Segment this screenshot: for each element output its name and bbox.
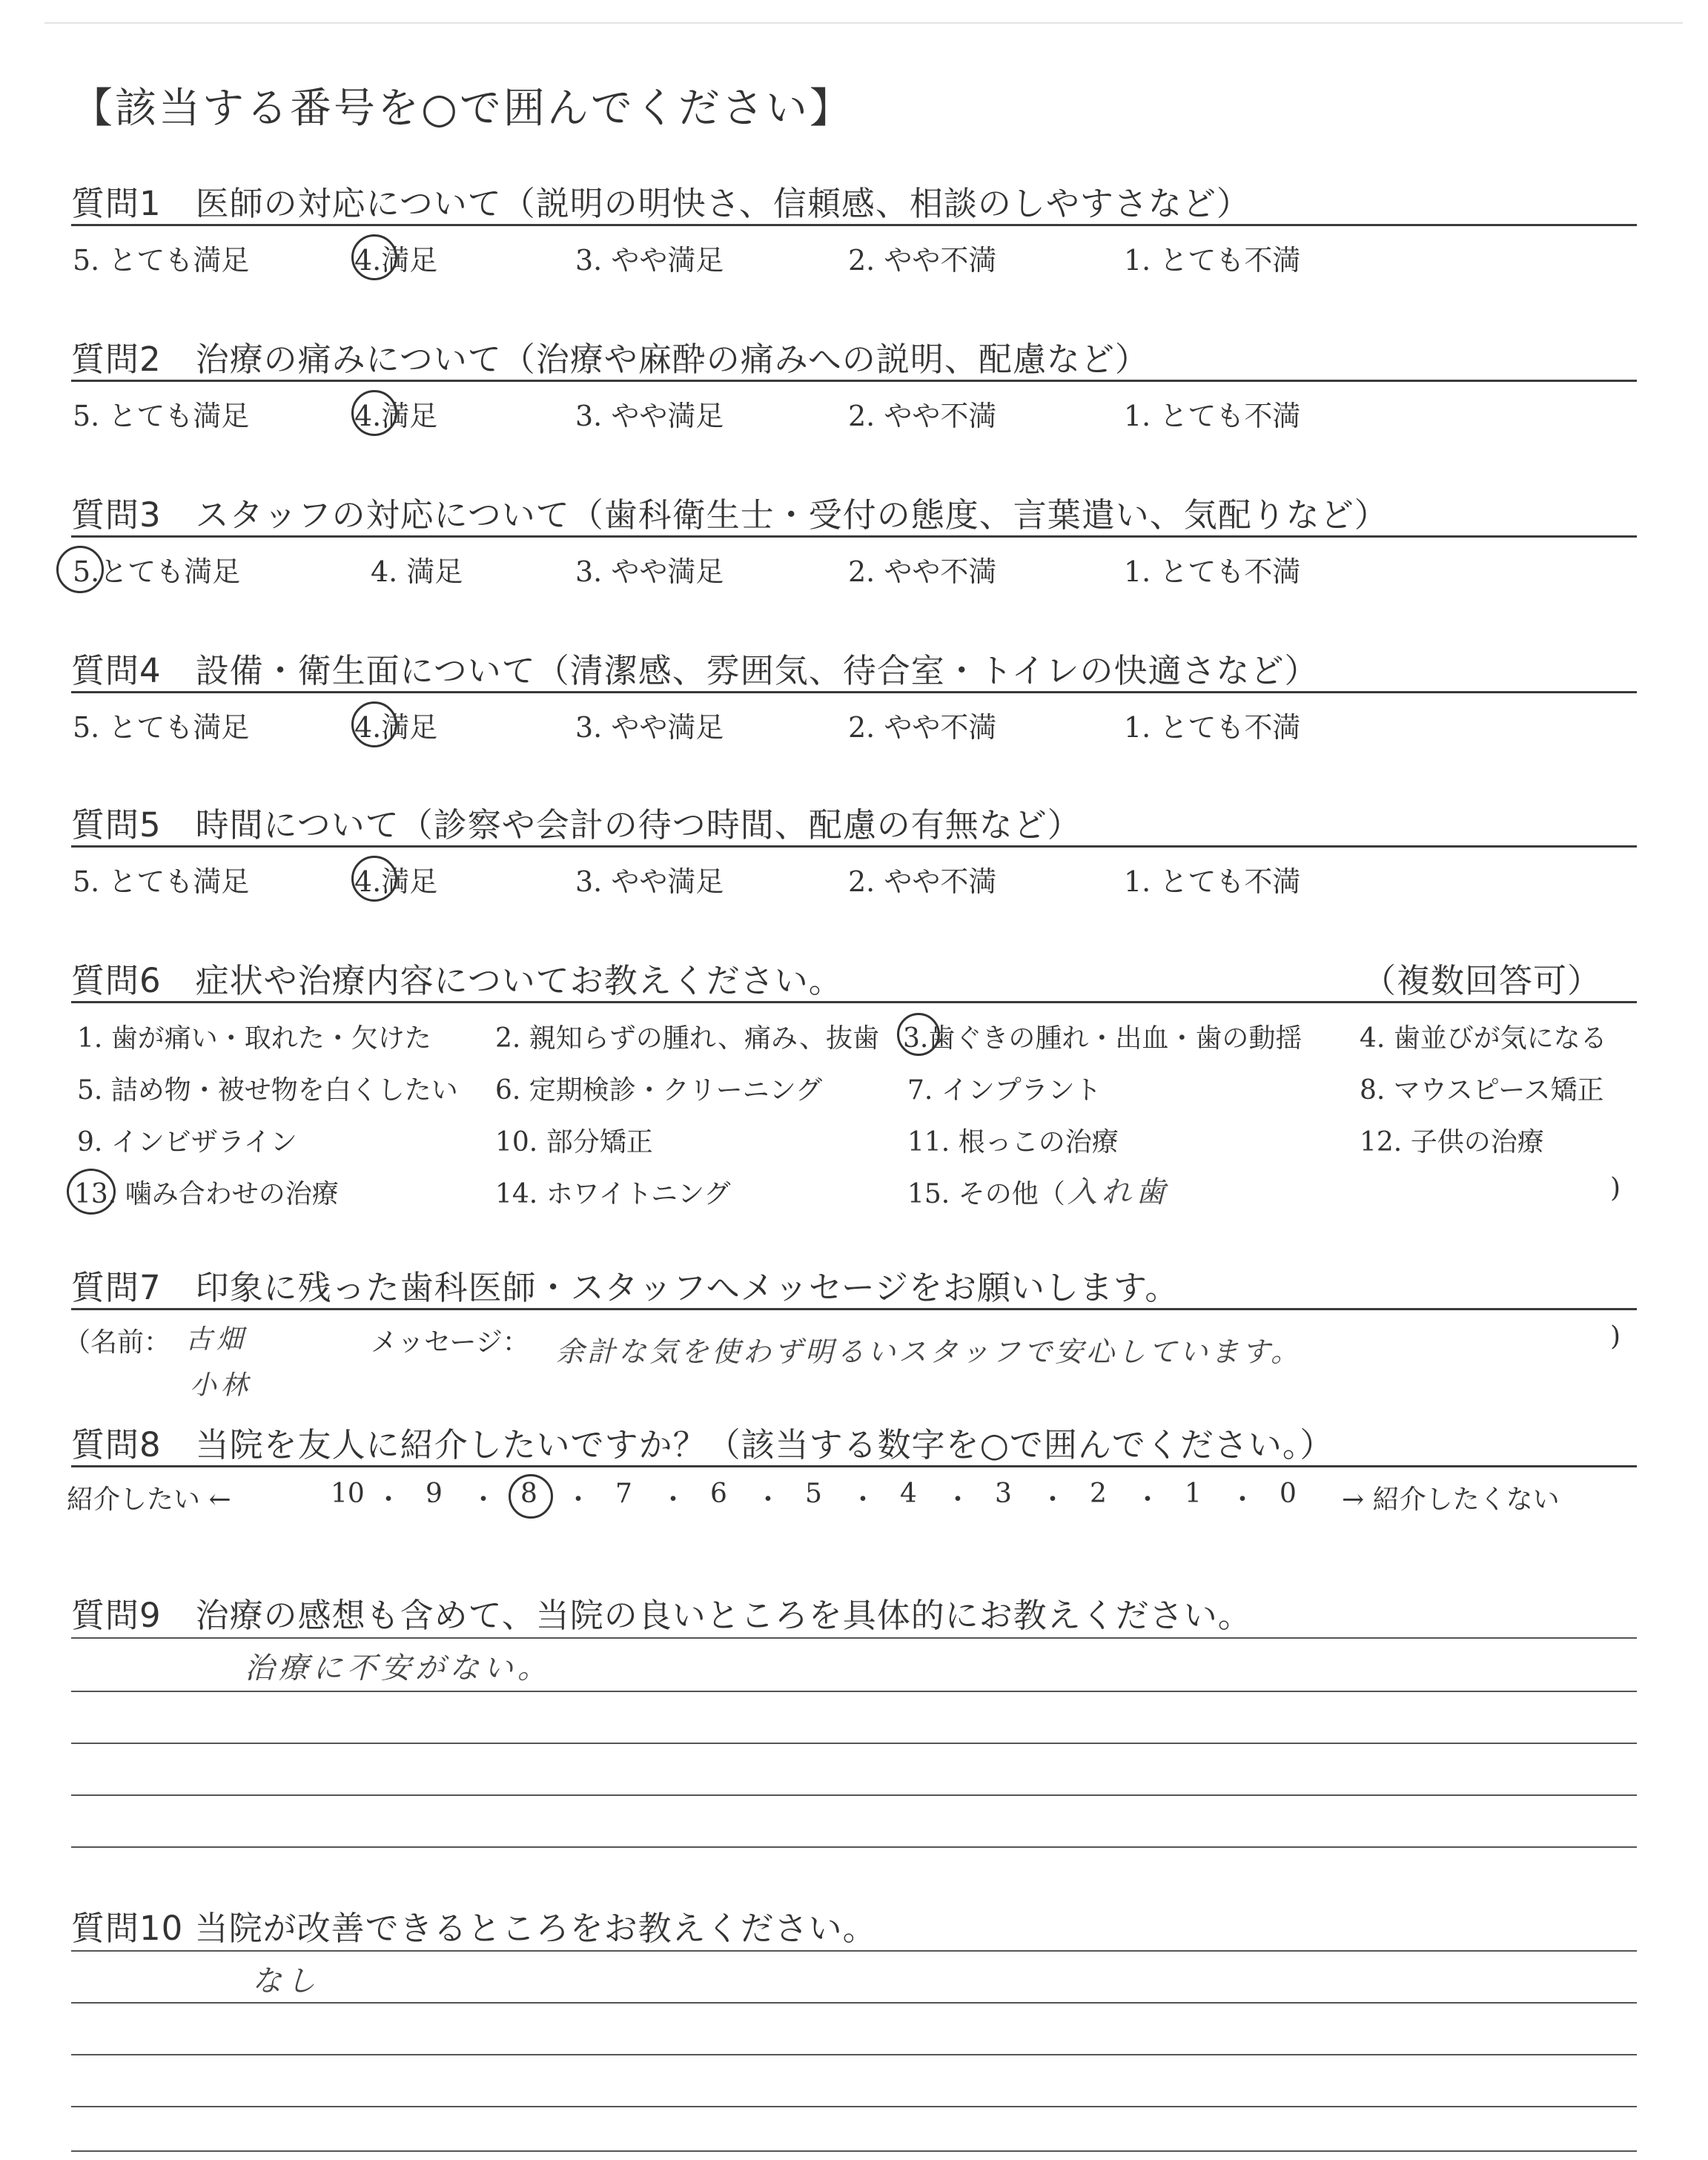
q6-item-14[interactable]: 14. ホワイトニング xyxy=(495,1179,731,1209)
q8-number-8[interactable]: 8 xyxy=(520,1479,537,1509)
q3-rule xyxy=(71,535,1637,538)
q4-title: 質問4 設備・衛生面について（清潔感、雰囲気、待合室・トイレの快適さなど） xyxy=(71,651,1319,690)
q1-opt3[interactable]: 3. やや満足 xyxy=(575,244,724,277)
form-header: 【該当する番号を○で囲んでください】 xyxy=(71,85,853,133)
q8-separator-dot: ・ xyxy=(375,1484,403,1515)
q1-opt4-label: 満足 xyxy=(381,244,438,277)
q6-item-8[interactable]: 8. マウスピース矯正 xyxy=(1360,1075,1604,1106)
q7-name-label: （名前： xyxy=(64,1327,171,1358)
q1-selection-circle xyxy=(351,234,397,280)
q6-other-close: ) xyxy=(1610,1173,1621,1203)
q6-item-13-circle xyxy=(67,1169,116,1215)
q6-item-3-label: 歯ぐきの腫れ・出血・歯の動揺 xyxy=(928,1023,1302,1054)
q8-left-label: 紹介したい ← xyxy=(67,1484,231,1515)
q8-title: 質問8 当院を友人に紹介したいですか？（該当する数字を○で囲んでください。） xyxy=(71,1425,1334,1464)
q5-opt2[interactable]: 2. やや不満 xyxy=(848,865,997,898)
q6-item-5[interactable]: 5. 詰め物・被せ物を白くしたい xyxy=(77,1075,458,1106)
q9-answer[interactable]: 治療に不安がない。 xyxy=(245,1651,552,1685)
q8-rule xyxy=(71,1465,1637,1467)
q2-opt1[interactable]: 1. とても不満 xyxy=(1124,400,1301,432)
q8-separator-dot: ・ xyxy=(1134,1484,1162,1515)
scan-top-edge xyxy=(44,22,1683,24)
q4-opt1[interactable]: 1. とても不満 xyxy=(1124,711,1301,744)
q6-note: （複数回答可） xyxy=(1363,961,1602,1000)
q5-opt4-label: 満足 xyxy=(381,865,438,898)
q3-opt3[interactable]: 3. やや満足 xyxy=(575,555,724,588)
q6-item-7[interactable]: 7. インプラント xyxy=(907,1075,1102,1106)
q8-separator-dot: ・ xyxy=(565,1484,592,1515)
q5-opt4-num: 4. xyxy=(354,865,382,898)
q2-opt4-num: 4. xyxy=(354,400,382,432)
q2-opt3[interactable]: 3. やや満足 xyxy=(575,400,724,432)
q10-line-5 xyxy=(71,2150,1637,2152)
q6-item-10[interactable]: 10. 部分矯正 xyxy=(495,1127,653,1157)
q6-item-6[interactable]: 6. 定期検診・クリーニング xyxy=(495,1075,823,1106)
q8-separator-dot: ・ xyxy=(1229,1484,1257,1515)
q7-message: 余計な気を使わず明るいスタッフで安心しています。 xyxy=(556,1335,1302,1368)
q9-line-1 xyxy=(71,1637,1637,1639)
q2-title: 質問2 治療の痛みについて（治療や麻酔の痛みへの説明、配慮など） xyxy=(71,340,1149,379)
q9-line-5 xyxy=(71,1846,1637,1848)
q7-rule xyxy=(71,1308,1637,1310)
q3-opt5-num: 5. xyxy=(73,555,100,588)
q4-rule xyxy=(71,691,1637,693)
q6-item-11[interactable]: 11. 根っこの治療 xyxy=(907,1127,1119,1157)
q5-opt3[interactable]: 3. やや満足 xyxy=(575,865,724,898)
q6-item-3-num: 3. xyxy=(903,1023,929,1054)
q6-item-3[interactable] xyxy=(903,1017,1302,1055)
q6-item-1[interactable]: 1. 歯が痛い・取れた・欠けた xyxy=(77,1023,431,1054)
q6-item-12[interactable]: 12. 子供の治療 xyxy=(1360,1127,1544,1157)
q6-other-handwritten: 入れ歯 xyxy=(1068,1175,1170,1209)
q6-rule xyxy=(71,1001,1637,1003)
q4-opt4-num: 4. xyxy=(354,711,382,744)
q10-title: 質問10 当院が改善できるところをお教えください。 xyxy=(71,1909,877,1948)
q2-rule xyxy=(71,380,1637,382)
q6-item-13-num: 13. xyxy=(74,1179,117,1209)
q5-opt5[interactable]: 5. とても満足 xyxy=(73,865,250,898)
q4-opt4-label: 満足 xyxy=(381,711,438,744)
q9-line-4 xyxy=(71,1794,1637,1796)
q6-item-2[interactable]: 2. 親知らずの腫れ、痛み、抜歯 xyxy=(495,1023,880,1054)
q8-selection-circle xyxy=(509,1474,553,1519)
q8-separator-dot: ・ xyxy=(660,1484,687,1515)
q9-line-3 xyxy=(71,1743,1637,1744)
q8-number-0[interactable]: 0 xyxy=(1280,1479,1297,1509)
q1-title: 質問1 医師の対応について（説明の明快さ、信頼感、相談のしやすさなど） xyxy=(71,184,1251,223)
q5-title: 質問5 時間について（診察や会計の待つ時間、配慮の有無など） xyxy=(71,805,1082,845)
q1-opt1[interactable]: 1. とても不満 xyxy=(1124,244,1301,277)
q7-message-label: メッセージ： xyxy=(371,1327,529,1358)
q5-selection-circle xyxy=(351,856,397,902)
q7-name-2: 小林 xyxy=(190,1370,253,1401)
q8-right-label: → 紹介したくない xyxy=(1342,1484,1560,1515)
q2-opt4-label: 満足 xyxy=(381,400,438,432)
q1-opt4-num: 4. xyxy=(354,244,382,277)
q3-opt2[interactable]: 2. やや不満 xyxy=(848,555,997,588)
q1-opt5[interactable]: 5. とても満足 xyxy=(73,244,250,277)
q2-selection-circle xyxy=(351,390,397,436)
q6-item-3-circle xyxy=(897,1013,940,1056)
q8-number-10[interactable]: 10 xyxy=(331,1479,365,1509)
q5-rule xyxy=(71,845,1637,848)
q4-opt5[interactable]: 5. とても満足 xyxy=(73,711,250,744)
q8-number-4[interactable]: 4 xyxy=(900,1479,917,1509)
q6-title: 質問6 症状や治療内容についてお教えください。 xyxy=(71,961,843,1000)
q9-line-2 xyxy=(71,1691,1637,1692)
q6-item-4[interactable]: 4. 歯並びが気になる xyxy=(1360,1023,1607,1054)
q10-answer[interactable]: なし xyxy=(252,1964,320,1998)
q8-number-7[interactable]: 7 xyxy=(615,1479,632,1509)
q5-opt1[interactable]: 1. とても不満 xyxy=(1124,865,1301,898)
q4-selection-circle xyxy=(351,701,397,747)
q8-number-6[interactable]: 6 xyxy=(710,1479,727,1509)
q2-opt2[interactable]: 2. やや不満 xyxy=(848,400,997,432)
q8-number-1[interactable]: 1 xyxy=(1185,1479,1202,1509)
q8-separator-dot: ・ xyxy=(944,1484,972,1515)
q8-separator-dot: ・ xyxy=(850,1484,877,1515)
q10-line-2 xyxy=(71,2002,1637,2004)
q9-title: 質問9 治療の感想も含めて、当院の良いところを具体的にお教えください。 xyxy=(71,1596,1252,1635)
q6-item-15[interactable]: 15. その他（ xyxy=(907,1179,1065,1209)
q8-number-3[interactable]: 3 xyxy=(995,1479,1012,1509)
q4-opt2[interactable]: 2. やや不満 xyxy=(848,711,997,744)
q10-line-1 xyxy=(71,1950,1637,1952)
q8-separator-dot: ・ xyxy=(1039,1484,1067,1515)
q3-opt5-label: とても満足 xyxy=(99,555,241,588)
q1-rule xyxy=(71,224,1637,226)
q3-title: 質問3 スタッフの対応について（歯科衛生士・受付の態度、言葉遣い、気配りなど） xyxy=(71,495,1388,535)
q3-opt4[interactable]: 4. 満足 xyxy=(371,555,463,588)
q8-number-5[interactable]: 5 xyxy=(805,1479,822,1509)
q8-number-2[interactable]: 2 xyxy=(1090,1479,1107,1509)
q7-close: ) xyxy=(1610,1321,1621,1352)
q3-selection-circle xyxy=(56,546,104,593)
q7-title: 質問7 印象に残った歯科医師・スタッフへメッセージをお願いします。 xyxy=(71,1268,1179,1307)
q10-line-3 xyxy=(71,2054,1637,2055)
q3-opt1[interactable]: 1. とても不満 xyxy=(1124,555,1301,588)
q7-name-1: 古畑 xyxy=(185,1324,248,1355)
q4-opt3[interactable]: 3. やや満足 xyxy=(575,711,724,744)
q8-separator-dot: ・ xyxy=(470,1484,497,1515)
q8-separator-dot: ・ xyxy=(755,1484,782,1515)
q6-item-9[interactable]: 9. インビザライン xyxy=(77,1127,297,1157)
q6-item-13-label: 噛み合わせの治療 xyxy=(125,1179,339,1209)
q1-opt2[interactable]: 2. やや不満 xyxy=(848,244,997,277)
q8-number-9[interactable]: 9 xyxy=(426,1479,443,1509)
q2-opt5[interactable]: 5. とても満足 xyxy=(73,400,250,432)
q10-line-4 xyxy=(71,2106,1637,2107)
